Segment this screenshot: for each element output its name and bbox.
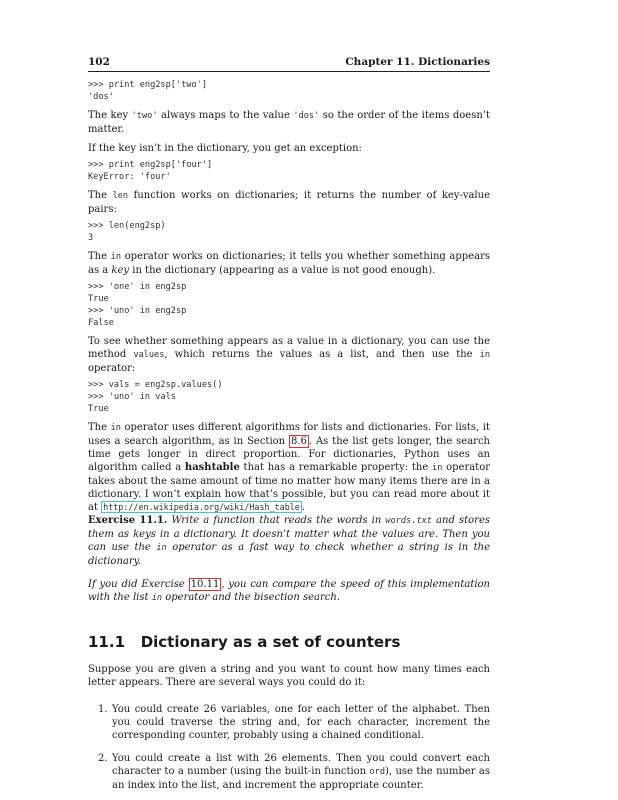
paragraph: To see whether something appears as a value in a dictionary, you can use the method values, which returns the values as a list, and then use the in operator: <box>88 336 490 374</box>
exercise-link[interactable]: 10.11 <box>190 579 220 590</box>
exercise-note: If you did Exercise 10.11 , you can compare the speed of this implementation with the list in operator and the bisection search. <box>88 579 490 603</box>
page-number: 102 <box>88 56 110 68</box>
chapter-title: Chapter 11. Dictionaries <box>345 56 490 68</box>
paragraph: The len function works on dictionaries; it returns the number of key-value pairs: <box>88 190 490 215</box>
code-block: >>> vals = eng2sp.values() >>> 'uno' in vals True <box>88 380 223 414</box>
ordered-list <box>88 703 490 792</box>
code-block: >>> 'one' in eng2sp True >>> 'uno' in eng2sp False <box>88 282 187 328</box>
section-heading: 11.1 Dictionary as a set of counters <box>88 633 401 651</box>
code-block: >>> len(eng2sp) 3 <box>88 221 166 243</box>
paragraph: The in operator uses different algorithms for lists and dictionaries. For lists, it uses a search algorithm, as in Section 8.6 . As the list gets longer, the search time gets longer in direct proportion. For dictionaries, Python uses an algorithm called a hashtable that has a remarkable property: the in operator takes about the same amount of time no matter how many items there are in a dictionary. I won’t explain how that’s possible, but you can read more about it at http://en.wikipedia.org/wiki/Hash_table . <box>88 422 490 513</box>
list-item: 1. You could create 26 variables, one for each letter of the alphabet. Then you could traverse the string and, for each character, increment the corresponding counter, probably using a chained conditional. <box>98 704 490 741</box>
running-header <box>88 56 490 72</box>
paragraph: The key 'two' always maps to the value 'dos' so the order of the items doesn’t matter. <box>88 110 490 135</box>
paragraph: If the key isn’t in the dictionary, you get an exception: <box>88 143 362 154</box>
paragraph: Suppose you are given a string and you want to count how many times each letter appears. There are several ways you could do it: <box>88 664 490 688</box>
paragraph: The in operator works on dictionaries; it tells you whether something appears as a key in the dictionary (appearing as a value is not good enough). <box>88 251 490 276</box>
url-link[interactable]: http://en.wikipedia.org/wiki/Hash_table <box>103 502 300 512</box>
page <box>88 56 490 792</box>
exercise: Exercise 11.1. Write a function that reads the words in words.txt and stores them as keys in a dictionary. It doesn’t matter what the values are. Then you can use the in operator as a fast way to check whether a string is in the dictionary. <box>88 515 491 567</box>
section-link[interactable]: 8.6 <box>291 436 307 447</box>
code-block: >>> print eng2sp['four'] KeyError: 'four' <box>88 160 213 182</box>
list-item: 2. You could create a list with 26 elements. Then you could convert each character to a number (using the built-in function ord), use the number as an index into the list, and increment the appropriate counter. <box>98 753 491 791</box>
code-block: >>> print eng2sp['two'] 'dos' <box>88 80 207 102</box>
